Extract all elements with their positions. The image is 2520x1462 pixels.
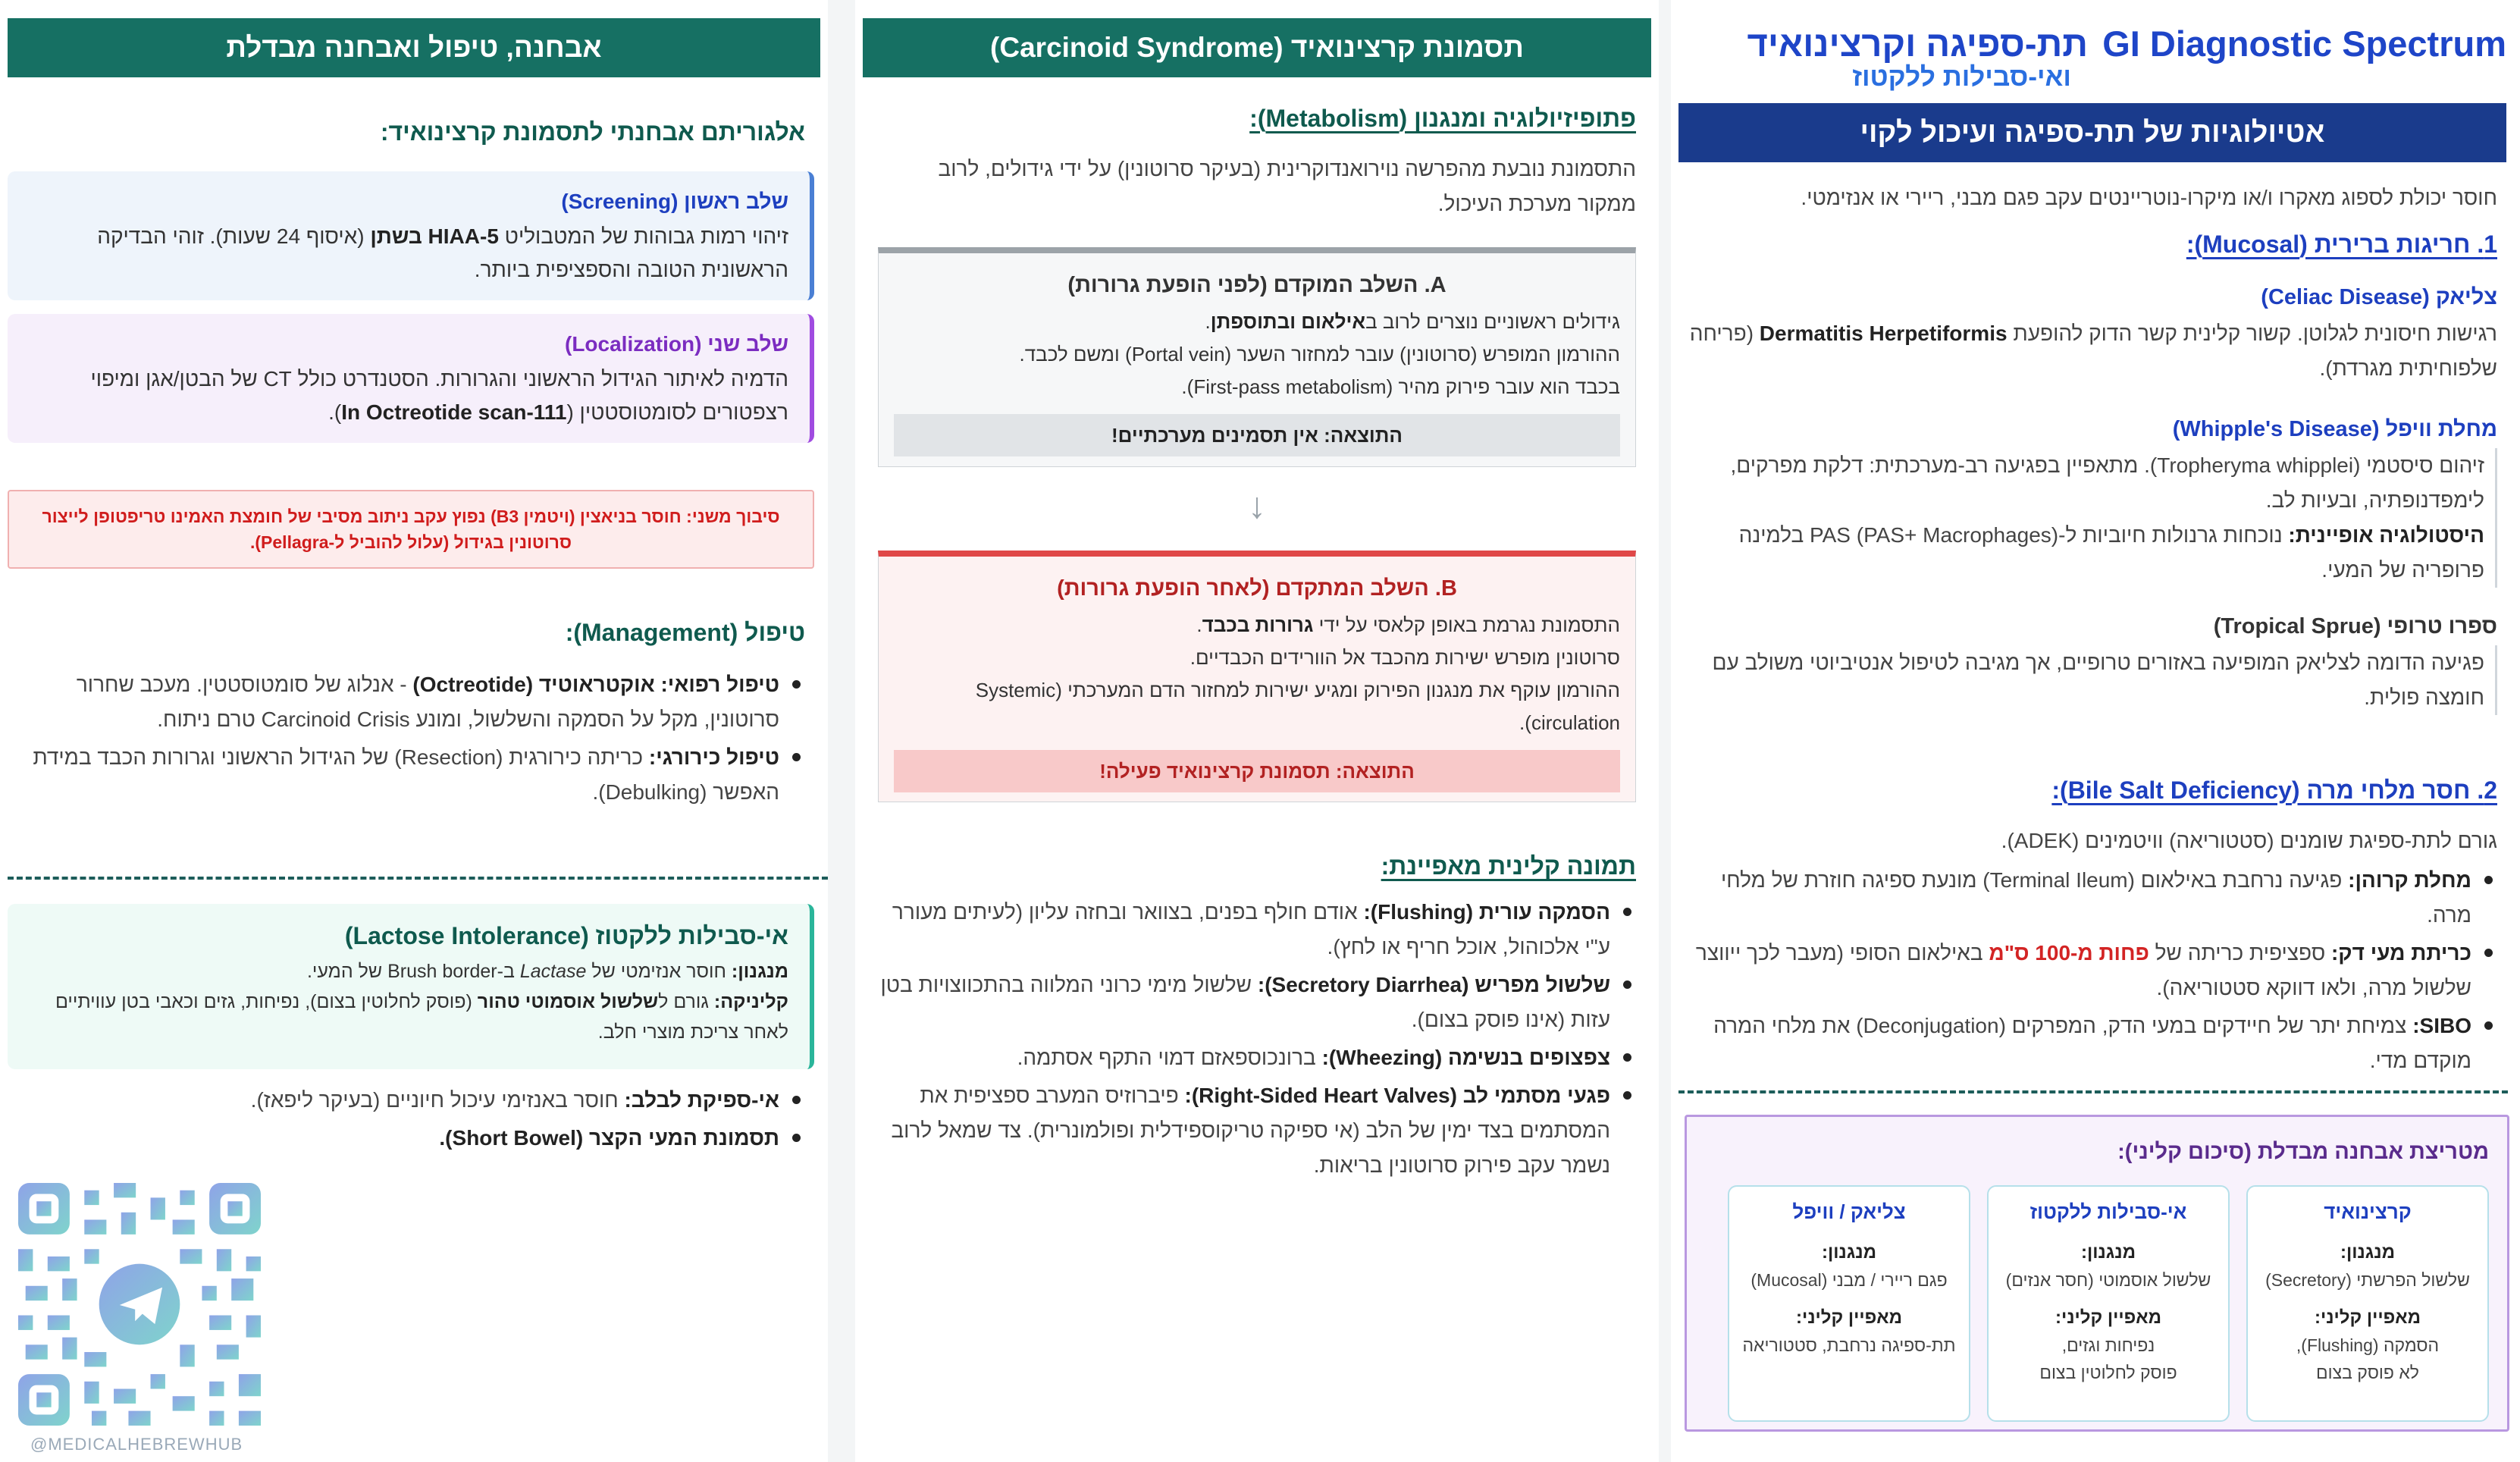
celiac-body: רגישות חיסונית לגלוטן. קשור קלינית קשר הדוק להופעת Dermatitis Herpetiformis (פריחה שלפוחיתית מגרדת).: [1689, 322, 2497, 380]
tropical-heading: ספרו טרופי (Tropical Sprue): [2213, 614, 2497, 638]
screening-heading: שלב ראשון (Screening): [561, 190, 788, 213]
page-subtitle-he: ואי-סבילות ללקטוז: [1852, 62, 2071, 92]
management-list: [23, 667, 805, 813]
stage-a-title: A. השלב המוקדם (לפני הופעת גרורות): [1067, 273, 1446, 297]
matrix-cell-carcinoid: קרצינואיד מנגנון: שלשול הפרשתי (Secretory) מאפיין קליני: הסמקה (Flushing), לא פוסק בצום: [2246, 1185, 2489, 1422]
stage-a-result: התוצאה: אין תסמינים מערכתיים!: [894, 414, 1620, 456]
divider: [1678, 1090, 2508, 1093]
screening-card: [8, 171, 814, 300]
list-item: צפצופים בנשימה (Wheezing): ברונכוספאזם דמוי התקף אסתמה.: [878, 1040, 1636, 1075]
list-item: טיפול רפואי: אוקטראוטיד (Octreotide) - אנלוג של סומטוסטטין. מעכב שחרור סרוטונין, מקל על הסמקה והשלשול, ומונע Carcinoid Crisis טרם ניתוח.: [23, 667, 805, 737]
screening-body: זיהוי רמות גבוהות של המטבוליט HIAA-5 בשתן (איסוף 24 שעות). זוהי הבדיקה הראשונית הטובה והספציפית ביותר.: [97, 224, 788, 281]
stage-b-box: [878, 551, 1636, 802]
page-title-en: GI Diagnostic Spectrum: [2102, 24, 2506, 64]
management-title: טיפול (Management):: [565, 619, 805, 646]
qr-code-icon: [18, 1183, 261, 1426]
column-diagnosis: [0, 0, 828, 1462]
lactose-body: מנגנון: חוסר אנזימטי של Lactase ב-Brush border של המעי. קליניקה: גורם לשלשול אוסמוטי טהור (פוסק לחלוטין בצום), נפיחות, גזים וכאבי בטן עוויתיים לאחר צריכת מוצרי חלב.: [55, 961, 788, 1043]
stage-b-title: B. השלב המתקדם (לאחר הופעת גרורות): [1057, 576, 1457, 601]
list-item: אי-ספיקת לבלב: חוסר באנזימי עיכול חיוניים (בעיקר ליפאז).: [23, 1083, 805, 1118]
page-title-he: תת-ספיגה וקרצינואיד: [1747, 24, 2088, 64]
column-carcinoid: [855, 0, 1659, 1462]
list-item: כריתת מעי דק: ספציפית כריתה של פחות מ-100 ס"מ באילאום הסופי (מעבר לכך ייווצר שלשול מרה, ולאו דווקא סטטוריאה).: [1694, 936, 2497, 1006]
extra-list: [23, 1083, 805, 1159]
list-item: פגעי מסתמי לב (Right-Sided Heart Valves): פיברוזיס המערב ספציפית את המסתמים בצד ימין של הלב (אי ספיקה טריקוספידלית ופולמונרית). צד שמאל לרוב נשמר עקב פירוק סרוטונין בריאות.: [878, 1078, 1636, 1183]
watermark-handle: @MEDICALHEBREWHUB: [30, 1435, 243, 1454]
tropical-body: פגיעה הדומה לצליאק המופיעה באזורים טרופיים, אך מגיבה לטיפול אנטיביוטי משולב עם חומצה פולית.: [1678, 645, 2497, 715]
matrix-title: מטריצת אבחנה מבדלת (סיכום קליני):: [2117, 1140, 2489, 1164]
list-item: תסמונת המעי הקצר (Short Bowel).: [23, 1121, 805, 1156]
list-item: SIBO: צמיחת יתר של חיידקים במעי הדק, המפרקים (Deconjugation) את מלחי המרה מוקדם מדי.: [1694, 1009, 2497, 1078]
differential-matrix: [1685, 1115, 2509, 1432]
mucosal-title: 1. חריגות ברירית (Mucosal):: [2186, 231, 2497, 258]
celiac-heading: צליאק (Celiac Disease): [2261, 285, 2497, 309]
list-item: הסמקה עורית (Flushing): אודם חולף בפנים, בצוואר ובחזה עליון (לעיתים מעורר ע"י אלכוהול, אוכל חריף או לחץ).: [878, 895, 1636, 965]
stage-b-result: התוצאה: תסמונת קרצינואיד פעילה!: [894, 750, 1620, 792]
matrix-cell-celiac-whipple: צליאק / וויפל מנגנון: פגם ריירי / מבני (Mucosal) מאפיין קליני: תת-ספיגה נרחבת, סטטוריאה: [1728, 1185, 1970, 1422]
diagnosis-header: אבחנה, טיפול ואבחנה מבדלת: [8, 18, 820, 77]
stage-a-box: [878, 247, 1636, 467]
bile-salt-title: 2. חסר מלחי מרה (Bile Salt Deficiency):: [2051, 776, 2497, 804]
localization-body: הדמיה לאיתור הגידול הראשוני והגרורות. הסטנדרט כולל CT של הבטן/אגן ומיפוי רצפטורים לסומטוסטטין (In Octreotide scan-111).: [90, 367, 788, 424]
whipple-block: [1678, 417, 2497, 588]
pellagra-warning: סיבוך משני: חוסר בניאצין (ויטמין B3) נפוץ עקב ניתוב מסיבי של חומצת האמינו טריפטופן לייצור סרוטונין בגידול (עלול להוביל ל-Pellagra).: [8, 490, 814, 569]
whipple-body: זיהום סיסטמי (Tropheryma whipplei). מתאפיין בפגיעה רב-מערכתית: דלקת מפרקים, לימפדנופתיה, ובעיות לב. היסטולוגיה אופיינית: נוכחות גרנולות חיוביות ל-PAS (PAS+ Macrophages) בלמינה פרופריה של המעי.: [1678, 448, 2497, 588]
bile-salt-list: [1694, 863, 2497, 1081]
list-item: שלשול מפריש (Secretory Diarrhea): שלשול מימי כרוני המלווה בהתכווצויות בטן עזות (אינו פוסק בצום).: [878, 968, 1636, 1037]
list-item: טיפול כירורגי: כריתה כירורגית (Resection) של הגידול הראשוני וגרורות הכבד במידת האפשר (Debulking).: [23, 740, 805, 810]
list-item: מחלת קרוהן: פגיעה נרחבת באילאום (Terminal Ileum) מונעת ספיגה חוזרת של מלחי מרה.: [1694, 863, 2497, 933]
pathophys-body: התסמונת נובעת מהפרשה נוירואנדוקרינית (בעיקר סרוטונין) על ידי גידולים, לרוב ממקור מערכת העיכול.: [938, 157, 1636, 215]
lactose-card: [8, 904, 814, 1069]
localization-heading: שלב שני (Localization): [565, 332, 788, 356]
whipple-heading: מחלת וויפל (Whipple's Disease): [2172, 417, 2497, 441]
section-band: אטיולוגיות של תת-ספיגה ועיכול לקוי: [1678, 103, 2506, 162]
carcinoid-header: תסמונת קרצינואיד (Carcinoid Syndrome): [863, 18, 1651, 77]
stage-a-body: גידולים ראשוניים נוצרים לרוב באילאום ובתוספתן. ההורמון המופרש (סרוטונין) עובר למחזור השער (Portal vein) ומשם לכבד. בכבד הוא עובר פירוק מהיר (First-pass metabolism).: [1019, 310, 1620, 398]
pathophys-title: פתופיזיולוגיה ומנגנון (Metabolism):: [1249, 105, 1636, 132]
arrow-down-icon: ↓: [1248, 486, 1266, 526]
column-malabsorption: [1671, 0, 2520, 1462]
bile-salt-intro: גורם לתת-ספיגת שומנים (סטטוריאה) וויטמינים (ADEK).: [2001, 829, 2497, 852]
divider: [8, 877, 828, 880]
lactose-heading: אי-סבילות ללקטוז (Lactose Intolerance): [344, 922, 788, 949]
clinical-list: [878, 895, 1636, 1186]
localization-card: [8, 314, 814, 443]
intro-text: חוסר יכולת לספוג מאקרו ו/או מיקרו-נוטריינטים עקב פגם מבני, ריירי או אנזימטי.: [1801, 186, 2497, 209]
celiac-block: [1678, 285, 2497, 386]
tropical-block: [1678, 614, 2497, 715]
algorithm-title: אלגוריתם אבחנתי לתסמונת קרצינואיד:: [380, 118, 805, 146]
stage-b-body: התסמונת נגרמת באופן קלאסי על ידי גרורות בכבד. סרוטונין מופרש ישירות מהכבד אל הוורידים הכבדיים. ההורמון עוקף את מנגנון הפירוק ומגיע ישירות למחזור הדם המערכתי (Systemic circulation).: [975, 613, 1620, 734]
matrix-cell-lactose: אי-סבילות ללקטוז מנגנון: שלשול אוסמוטי (חסר אנזים) מאפיין קליני: נפיחות וגזים, פוסק לחלוטין בצום: [1987, 1185, 2230, 1422]
clinical-title: תמונה קלינית מאפיינת:: [1381, 852, 1636, 880]
